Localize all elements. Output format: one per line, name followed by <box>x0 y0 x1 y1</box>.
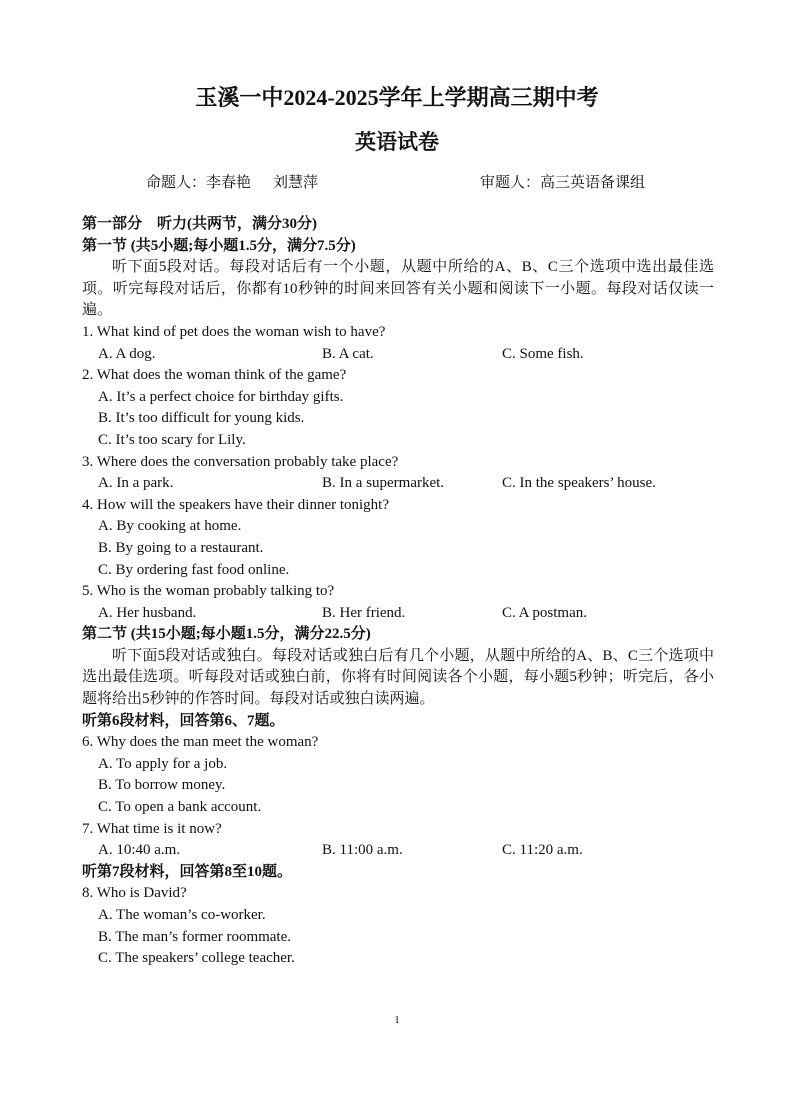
option-a: A. The woman’s co-worker. <box>98 907 266 923</box>
question-stem: 5. Who is the woman probably talking to? <box>82 583 335 600</box>
option-b: B. By going to a restaurant. <box>98 539 264 556</box>
author-primary: 命题人：李春艳 <box>146 175 252 191</box>
option-a: A. 10:40 a.m. <box>98 842 181 859</box>
option-c: C. Some fish. <box>502 345 584 362</box>
option-c: C. It’s too scary for Lily. <box>98 431 246 448</box>
question-stem: 6. Why does the man meet the woman? <box>82 734 319 751</box>
option-a: A. It’s a perfect choice for birthday gifts. <box>98 388 344 405</box>
option-a: A. By cooking at home. <box>98 518 242 535</box>
options-row <box>82 344 714 366</box>
question-stem: 4. How will the speakers have their dinner tonight? <box>82 496 390 513</box>
section2-heading: 第二节 (共15小题;每小题1.5分，满分22.5分) <box>82 626 371 643</box>
options-row <box>82 603 714 625</box>
options-row <box>82 473 714 495</box>
exam-title: 玉溪一中2024-2025学年上学期高三期中考 <box>195 85 599 110</box>
option-c: C. By ordering fast food online. <box>98 561 290 578</box>
page-number: 1 <box>394 1014 400 1026</box>
option-b: B. A cat. <box>322 345 374 362</box>
option-c: C. In the speakers’ house. <box>502 475 656 492</box>
exam-subtitle: 英语试卷 <box>355 130 439 154</box>
option-b: B. In a supermarket. <box>322 475 445 492</box>
authors <box>146 172 318 194</box>
reviewer: 审题人：高三英语备课组 <box>480 175 646 191</box>
question-stem: 7. What time is it now? <box>82 820 222 837</box>
question-stem: 2. What does the woman think of the game? <box>82 367 347 384</box>
option-b: B. The man’s former roommate. <box>98 928 292 945</box>
author-secondary: 刘慧萍 <box>273 175 319 191</box>
option-b: B. To borrow money. <box>98 777 226 794</box>
section1-heading: 第一节 (共5小题;每小题1.5分，满分7.5分) <box>82 237 356 254</box>
material-6-heading: 听第6段材料，回答第6、7题。 <box>82 712 285 729</box>
option-a: A. To apply for a job. <box>98 755 228 772</box>
option-a: A. A dog. <box>98 345 156 362</box>
question-stem: 3. Where does the conversation probably take place? <box>82 453 399 470</box>
option-b: B. Her friend. <box>322 604 406 621</box>
option-c: C. The speakers’ college teacher. <box>98 950 295 967</box>
section2-instruction: 听下面5段对话或独白。每段对话或独白后有几个小题，从题中所给的A、B、C三个选项中选出最佳选项。听每段对话或独白前，你将有时间阅读各个小题，每小题5秒钟；听完后，各小题将给出5秒钟的作答时间。每段对话或独白读两遍。 <box>82 647 714 708</box>
option-c: C. A postman. <box>502 604 588 621</box>
part1-heading: 第一部分 听力(共两节，满分30分) <box>82 216 317 232</box>
option-b: B. It’s too difficult for young kids. <box>98 410 305 427</box>
options-row <box>82 840 714 862</box>
option-a: A. Her husband. <box>98 604 197 621</box>
section1-instruction: 听下面5段对话。每段对话后有一个小题，从题中所给的A、B、C三个选项中选出最佳选项。听完每段对话后，你都有10秒钟的时间来回答有关小题和阅读下一小题。每段对话仅读一遍。 <box>82 259 714 319</box>
option-b: B. 11:00 a.m. <box>322 842 403 859</box>
exam-content <box>82 214 714 970</box>
option-c: C. 11:20 a.m. <box>502 842 583 859</box>
question-stem: 1. What kind of pet does the woman wish to have? <box>82 323 386 340</box>
option-a: A. In a park. <box>98 475 174 492</box>
material-7-heading: 听第7段材料，回答第8至10题。 <box>82 863 293 880</box>
option-c: C. To open a bank account. <box>98 799 262 816</box>
question-stem: 8. Who is David? <box>82 885 187 902</box>
